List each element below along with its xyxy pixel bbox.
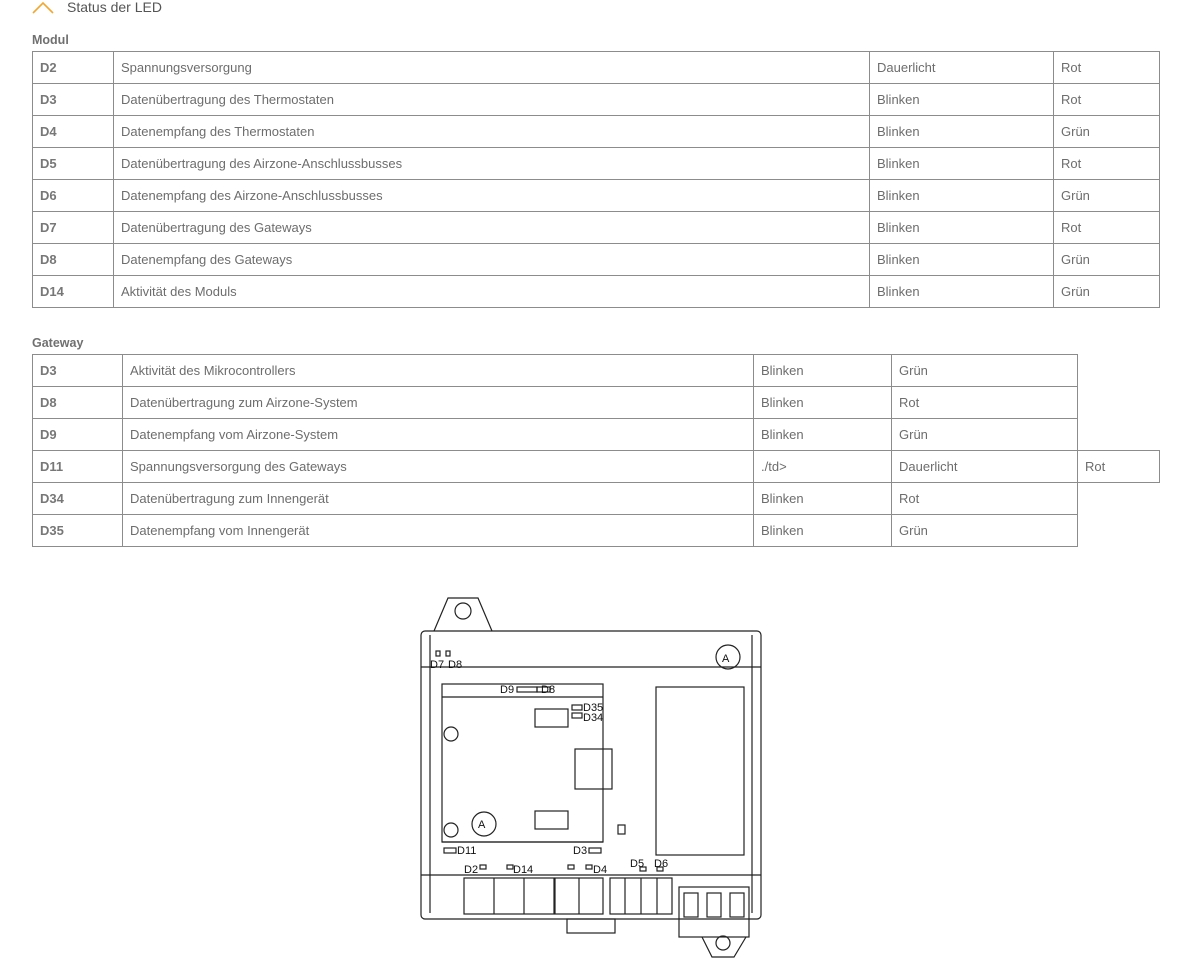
led-indicator	[586, 865, 592, 869]
led-code: D14	[33, 276, 114, 308]
mount-hole	[455, 603, 471, 619]
bottom-clip	[567, 919, 615, 933]
led-mode: Blinken	[870, 244, 1054, 276]
led-mode: Blinken	[870, 212, 1054, 244]
led-label-d14: D14	[513, 864, 534, 876]
module-window	[656, 687, 744, 855]
led-description: Datenübertragung des Airzone-Anschlussbusses	[114, 148, 870, 180]
led-mode: Blinken	[870, 116, 1054, 148]
gateway-label: Gateway	[32, 336, 84, 350]
led-indicator	[572, 713, 582, 718]
table-row	[33, 276, 1160, 308]
led-mode: Blinken	[754, 419, 892, 451]
led-indicator	[446, 651, 450, 656]
power-terminal	[679, 887, 749, 937]
led-label-d4: D4	[593, 864, 608, 876]
bottom-mount-tab	[702, 937, 746, 957]
led-label-d35: D35	[583, 702, 604, 714]
led-label-d2: D2	[464, 864, 479, 876]
led-description: Datenempfang des Gateways	[114, 244, 870, 276]
led-description: Datenempfang des Thermostaten	[114, 116, 870, 148]
led-color: Rot	[1054, 148, 1160, 180]
table-row	[33, 212, 1160, 244]
led-extra: Rot	[1078, 451, 1160, 483]
chip	[618, 825, 625, 834]
led-label-d7: D7	[430, 659, 445, 671]
gateway-board	[442, 684, 603, 842]
table-row	[33, 515, 1160, 547]
led-code: D35	[33, 515, 123, 547]
table-row	[33, 116, 1160, 148]
led-description: Datenübertragung des Thermostaten	[114, 84, 870, 116]
power-terminal-slot	[684, 893, 698, 917]
led-description: Datenübertragung zum Innengerät	[123, 483, 754, 515]
led-label-d8-board: D8	[541, 684, 556, 696]
accordion-title: Status der LED	[67, 0, 162, 15]
terminal-dividers	[494, 878, 657, 914]
led-color: Rot	[892, 387, 1078, 419]
led-label-d34: D34	[583, 712, 604, 724]
led-mode: Blinken	[870, 180, 1054, 212]
led-indicator	[572, 705, 582, 710]
led-mode: Blinken	[870, 276, 1054, 308]
chevron-up-icon	[32, 0, 54, 14]
led-description: Datenempfang des Airzone-Anschlussbusses	[114, 180, 870, 212]
led-indicator	[517, 687, 537, 692]
led-indicator	[568, 865, 574, 869]
led-color: Rot	[1054, 84, 1160, 116]
table-row	[33, 244, 1160, 276]
accordion-header[interactable]	[32, 0, 162, 18]
led-mode: Blinken	[754, 483, 892, 515]
led-indicator	[589, 848, 601, 853]
led-indicator	[480, 865, 486, 869]
led-color: Grün	[1054, 116, 1160, 148]
table-row	[33, 483, 1160, 515]
led-label-d3: D3	[573, 845, 588, 857]
led-code: D3	[33, 355, 123, 387]
table-row	[33, 52, 1160, 84]
table-row	[33, 451, 1160, 483]
board-logo-letter: A	[478, 819, 486, 831]
led-color: Grün	[1054, 244, 1160, 276]
led-color: Dauerlicht	[892, 451, 1078, 483]
table-row	[33, 419, 1160, 451]
power-terminal-slot	[707, 893, 721, 917]
led-indicator	[444, 848, 456, 853]
pin-header	[535, 811, 568, 829]
led-code: D3	[33, 84, 114, 116]
led-description: Datenempfang vom Airzone-System	[123, 419, 754, 451]
led-label-d11: D11	[457, 845, 477, 857]
led-code: D8	[33, 387, 123, 419]
logo-letter: A	[722, 653, 730, 665]
table-row	[33, 180, 1160, 212]
led-code: D2	[33, 52, 114, 84]
led-description: Spannungsversorgung des Gateways	[123, 451, 754, 483]
table-row	[33, 148, 1160, 180]
led-description: Aktivität des Mikrocontrollers	[123, 355, 754, 387]
led-description: Datenübertragung des Gateways	[114, 212, 870, 244]
module-diagram-svg	[412, 593, 772, 965]
modul-table	[32, 51, 1160, 308]
led-code: D5	[33, 148, 114, 180]
led-code: D8	[33, 244, 114, 276]
terminal-block	[464, 878, 554, 914]
led-label-d5: D5	[630, 858, 645, 870]
led-color: Grün	[1054, 276, 1160, 308]
led-description: Datenempfang vom Innengerät	[123, 515, 754, 547]
led-code: D4	[33, 116, 114, 148]
gateway-table	[32, 354, 1160, 547]
led-code: D34	[33, 483, 123, 515]
led-description: Datenübertragung zum Airzone-System	[123, 387, 754, 419]
led-mode: Blinken	[870, 148, 1054, 180]
modul-label: Modul	[32, 33, 69, 47]
led-color: Grün	[892, 419, 1078, 451]
led-mode: Blinken	[754, 387, 892, 419]
led-description: Aktivität des Moduls	[114, 276, 870, 308]
board-hole	[444, 823, 458, 837]
led-mode: Dauerlicht	[870, 52, 1054, 84]
led-indicator	[436, 651, 440, 656]
pin-header	[535, 709, 568, 727]
led-mode: ./td>	[754, 451, 892, 483]
led-mode: Blinken	[754, 515, 892, 547]
board-connector	[575, 749, 612, 789]
led-color: Grün	[892, 515, 1078, 547]
table-row	[33, 355, 1160, 387]
mount-hole	[716, 936, 730, 950]
led-color: Grün	[1054, 180, 1160, 212]
led-label-d8: D8	[448, 659, 463, 671]
led-description: Spannungsversorgung	[114, 52, 870, 84]
led-code: D9	[33, 419, 123, 451]
led-color: Grün	[892, 355, 1078, 387]
led-code: D11	[33, 451, 123, 483]
led-mode: Blinken	[870, 84, 1054, 116]
led-color: Rot	[892, 483, 1078, 515]
led-mode: Blinken	[754, 355, 892, 387]
led-label-d6: D6	[654, 858, 669, 870]
led-color: Rot	[1054, 212, 1160, 244]
board-hole	[444, 727, 458, 741]
led-label-d9: D9	[500, 684, 515, 696]
table-row	[33, 387, 1160, 419]
led-color: Rot	[1054, 52, 1160, 84]
led-code: D6	[33, 180, 114, 212]
led-code: D7	[33, 212, 114, 244]
table-row	[33, 84, 1160, 116]
power-terminal-slot	[730, 893, 744, 917]
module-diagram	[412, 593, 772, 965]
